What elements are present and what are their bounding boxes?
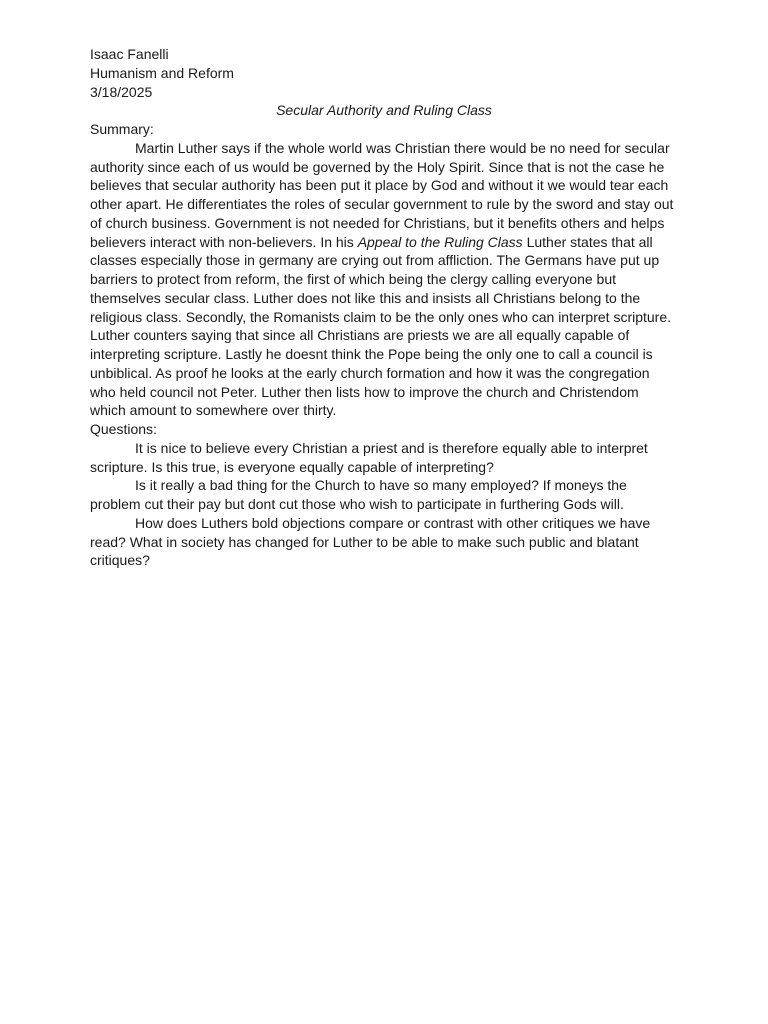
- question-2: Is it really a bad thing for the Church to have so many employed? If moneys the problem cut their pay but dont cut those who wish to participate in furthering Gods will.: [90, 477, 627, 512]
- document-date: 3/18/2025: [90, 83, 153, 100]
- summary-paragraph: [90, 139, 678, 420]
- questions-heading: Questions:: [90, 421, 157, 437]
- author-name: Isaac Fanelli: [90, 46, 169, 62]
- summary-text-part-1: Martin Luther says if the whole world was Christian there would be no need for secular authority since each of us would be governed by the Holy Spirit. Since that is not the case he believes that secular authority has been put it place by God and without it we would tear each other apart. He differentiates the roles of secular government to rule by the sword and stay out of church business. Government is not needed for Christians, but it benefits others and helps believers interact with non-believers. In his: [90, 139, 674, 250]
- question-3: How does Luthers bold objections compare or contrast with other critiques we have read? What in society has changed for Luther to be able to make such public and blatant critiques?: [90, 514, 651, 569]
- summary-text-part-2: Luther states that all classes especially those in germany are crying out from affliction. The Germans have put up barriers to protect from reform, the first of which being the clergy calling everyone but themselves secular class. Luther does not like this and insists all Christians belong to the religious class. Secondly, the Romanists claim to be the only ones who can interpret scripture. Luther counters saying that since all Christians are priests we are all equally capable of interpreting scripture. Lastly he doesnt think the Pope being the only one to call a council is unbiblical. As proof he looks at the early church formation and how it was the congregation who held council not Peter. Luther then lists how to improve the church and Christendom which amount to somewhere over thirty.: [90, 233, 672, 419]
- question-1: It is nice to believe every Christian a priest and is therefore equally able to interpret scripture. Is this true, is everyone equally capable of interpreting?: [90, 439, 648, 475]
- summary-italic-title: Appeal to the Ruling Class: [357, 233, 523, 250]
- summary-heading: Summary:: [90, 121, 154, 137]
- document-page: [90, 45, 678, 570]
- course-name: Humanism and Reform: [90, 64, 234, 81]
- document-title: Secular Authority and Ruling Class: [276, 102, 492, 119]
